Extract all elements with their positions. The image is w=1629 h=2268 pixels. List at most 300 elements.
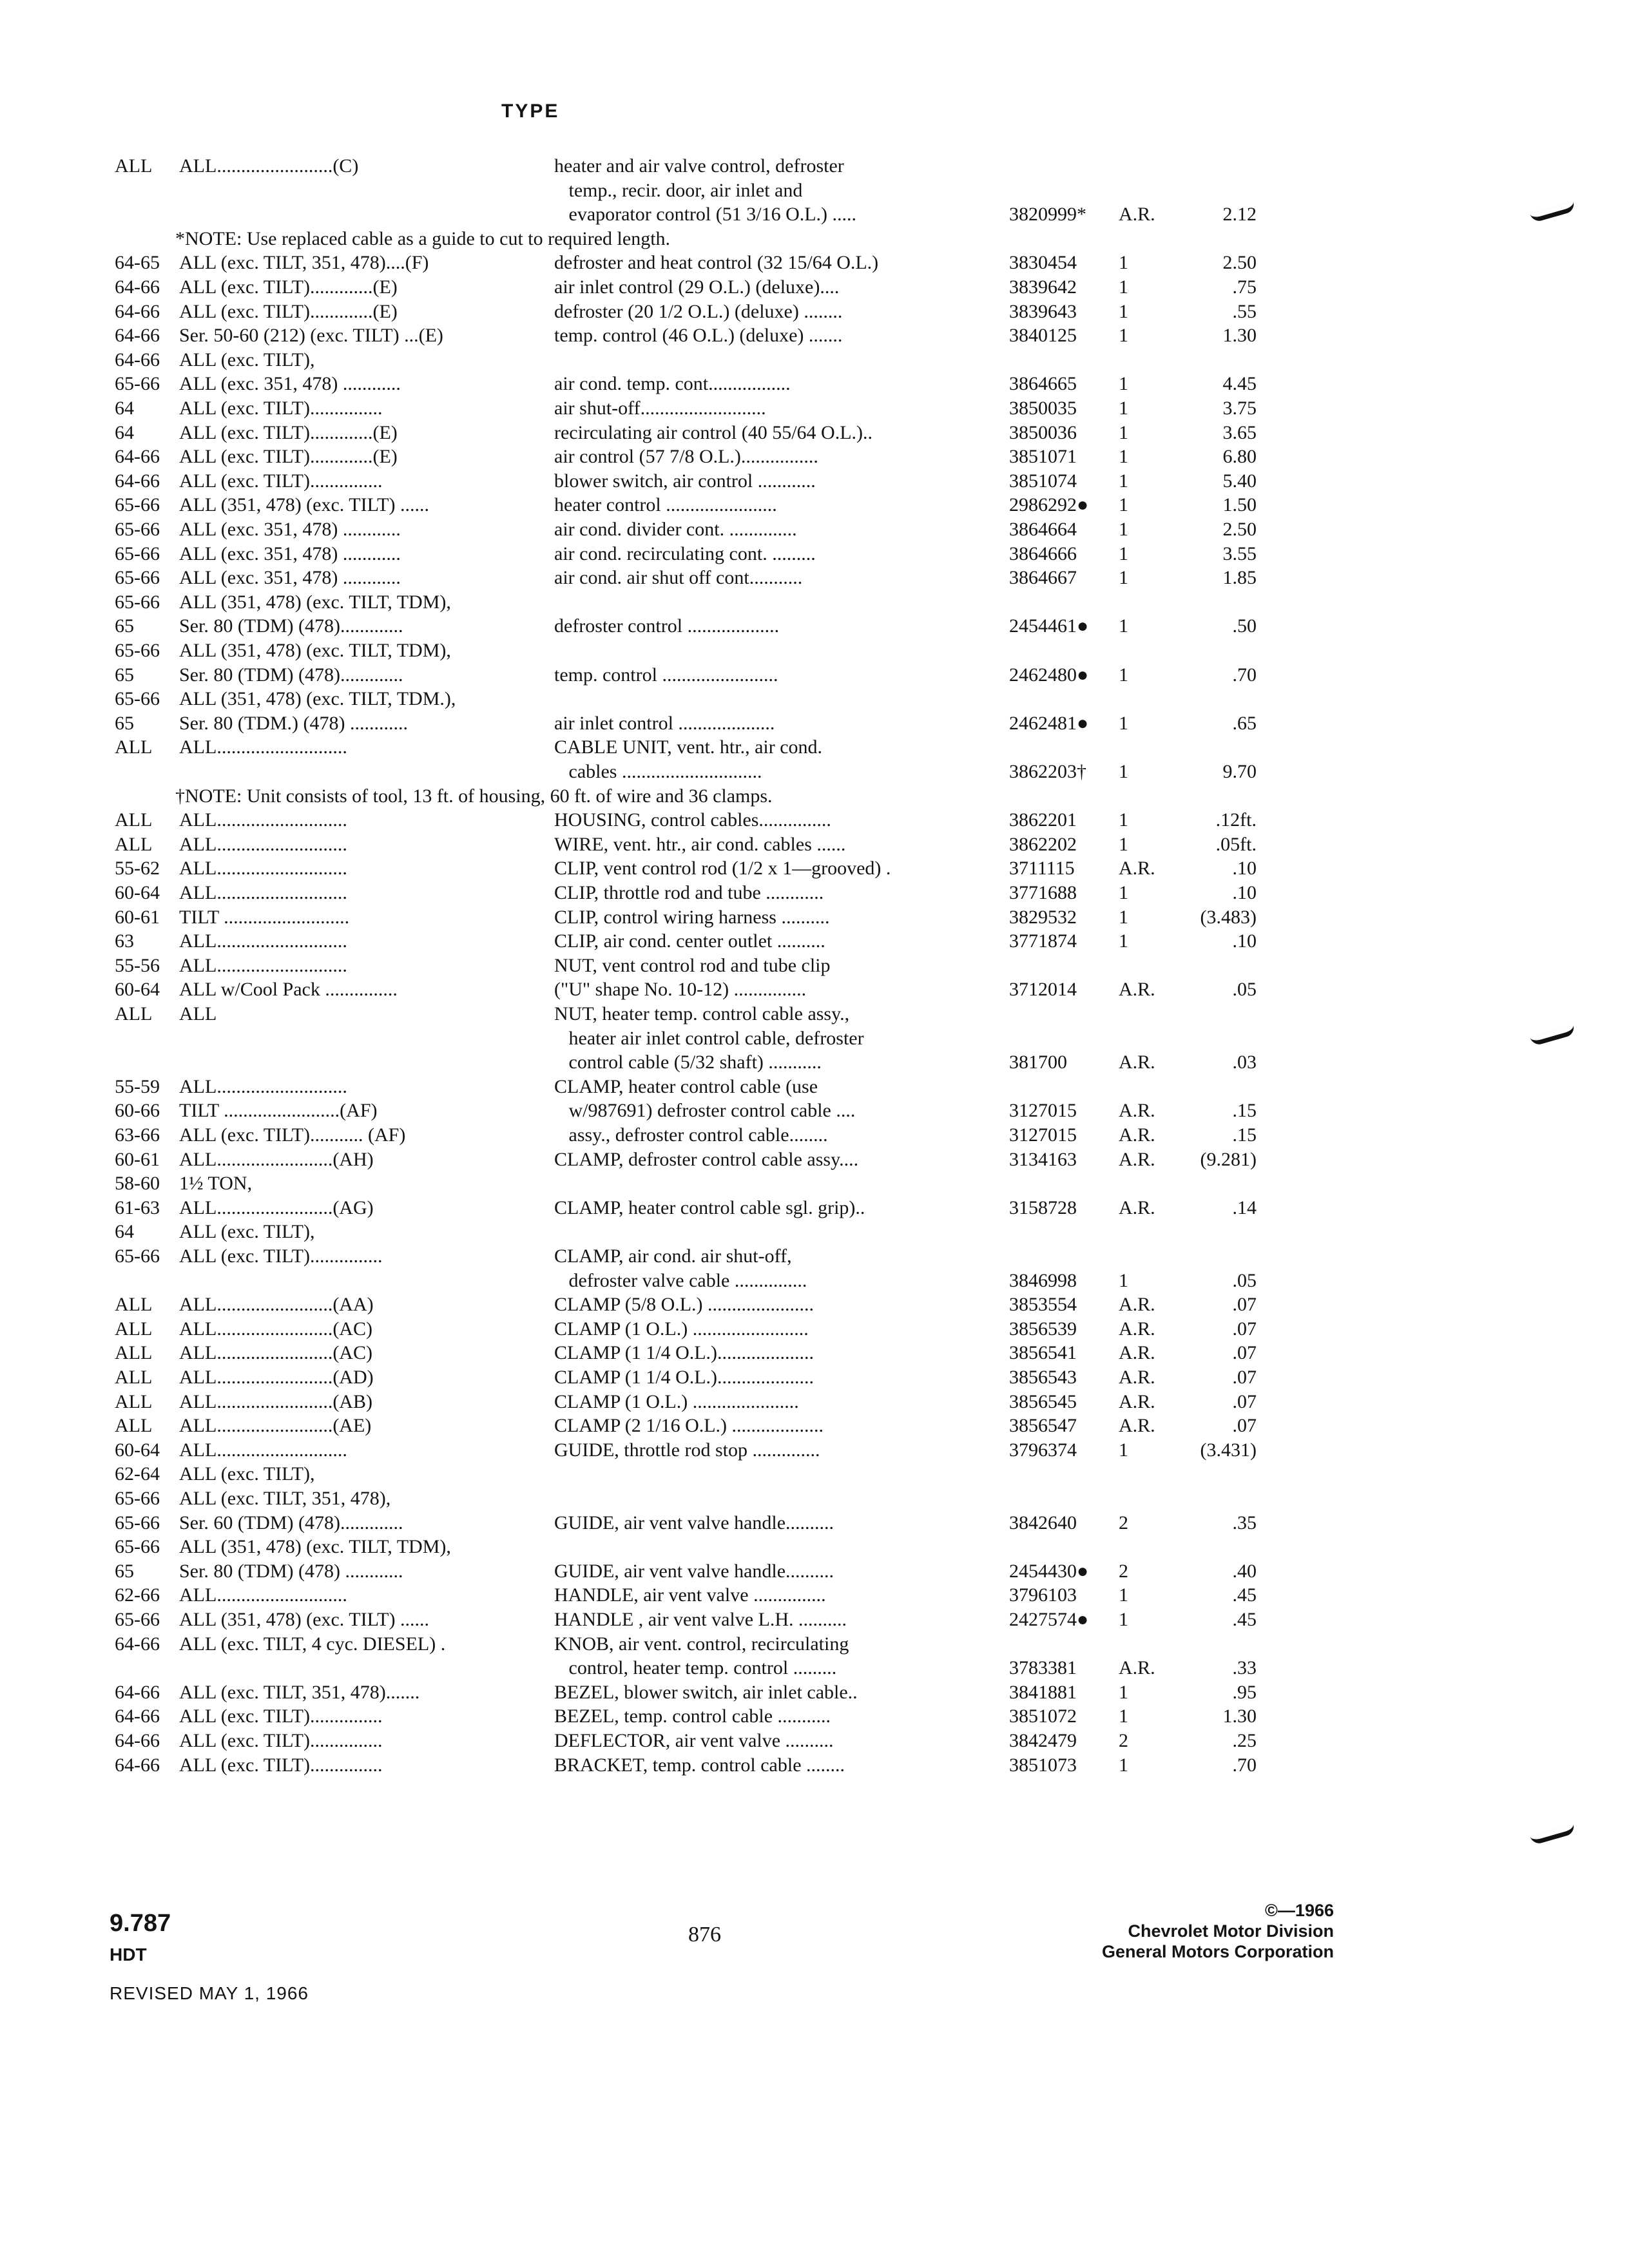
list-price: 1.30 xyxy=(1222,325,1257,346)
series-type: ALL (exc. 351, 478) ............ xyxy=(179,543,401,564)
series-type: ALL........................(AA) xyxy=(179,1294,374,1315)
part-description: air control (57 7/8 O.L.)................ xyxy=(554,446,818,467)
part-number: 3842640 xyxy=(1009,1512,1077,1533)
table-row xyxy=(0,543,1629,566)
part-description: CLAMP (1 O.L.) ...................... xyxy=(554,1391,799,1412)
list-price: (3.483) xyxy=(1200,907,1257,928)
part-description: GUIDE, throttle rod stop .............. xyxy=(554,1439,820,1461)
quantity: 1 xyxy=(1119,398,1128,419)
table-row xyxy=(0,1099,1629,1122)
table-row xyxy=(0,1293,1629,1316)
list-price: .75 xyxy=(1232,276,1257,298)
quantity: 1 xyxy=(1119,1584,1128,1606)
part-number: 3796374 xyxy=(1009,1439,1077,1461)
series-type: ALL........................(AB) xyxy=(179,1391,372,1412)
model-year: 65-66 xyxy=(115,1609,160,1630)
list-price: 5.40 xyxy=(1222,470,1257,492)
model-year: 64 xyxy=(115,398,134,419)
series-type: ALL (exc. TILT, 351, 478)....(F) xyxy=(179,252,429,273)
part-number: 2462480● xyxy=(1009,664,1089,686)
list-price: .95 xyxy=(1232,1682,1257,1703)
list-price: .07 xyxy=(1232,1318,1257,1340)
series-type: Ser. 80 (TDM) (478)............. xyxy=(179,615,403,637)
table-row xyxy=(0,445,1629,468)
quantity: 1 xyxy=(1119,1270,1128,1291)
list-price: .25 xyxy=(1232,1730,1257,1751)
model-year: 64-65 xyxy=(115,252,160,273)
list-price: .10 xyxy=(1232,882,1257,903)
part-description: CABLE UNIT, vent. htr., air cond. xyxy=(554,736,823,758)
quantity: A.R. xyxy=(1119,1052,1155,1073)
part-number: 3856545 xyxy=(1009,1391,1077,1412)
series-type: Ser. 50-60 (212) (exc. TILT) ...(E) xyxy=(179,325,443,346)
part-number: 3851074 xyxy=(1009,470,1077,492)
part-number: 3851073 xyxy=(1009,1754,1077,1776)
model-year: 65 xyxy=(115,615,134,637)
table-row xyxy=(0,1439,1629,1462)
list-price: .07 xyxy=(1232,1415,1257,1436)
quantity: 1 xyxy=(1119,519,1128,540)
part-number: 3134163 xyxy=(1009,1149,1077,1170)
table-row xyxy=(0,300,1629,323)
list-price: .70 xyxy=(1232,1754,1257,1776)
part-number: 2427574● xyxy=(1009,1609,1089,1630)
quantity: 1 xyxy=(1119,325,1128,346)
series-type: ALL........................(AG) xyxy=(179,1197,374,1218)
part-number: 3796103 xyxy=(1009,1584,1077,1606)
table-row xyxy=(0,372,1629,396)
part-description: air cond. air shut off cont........... xyxy=(554,567,803,588)
model-year: ALL xyxy=(115,809,153,831)
part-description: DEFLECTOR, air vent valve .......... xyxy=(554,1730,834,1751)
part-number: 3839642 xyxy=(1009,276,1077,298)
part-number: 3771688 xyxy=(1009,882,1077,903)
model-year: 64-66 xyxy=(115,276,160,298)
quantity: A.R. xyxy=(1119,979,1155,1000)
part-number: 3842479 xyxy=(1009,1730,1077,1751)
quantity: 1 xyxy=(1119,1706,1128,1727)
part-number: 3158728 xyxy=(1009,1197,1077,1218)
quantity: 2 xyxy=(1119,1512,1128,1533)
series-type: ALL........................... xyxy=(179,1439,347,1461)
part-description: air inlet control .................... xyxy=(554,713,775,734)
part-description: heater and air valve control, defroster xyxy=(554,155,844,177)
quantity: A.R. xyxy=(1119,1367,1155,1388)
list-price: .35 xyxy=(1232,1512,1257,1533)
part-description: air inlet control (29 O.L.) (deluxe).... xyxy=(554,276,840,298)
table-row xyxy=(0,1318,1629,1341)
model-year: 64 xyxy=(115,422,134,443)
list-price: .10 xyxy=(1232,930,1257,952)
series-type: ALL (exc. 351, 478) ............ xyxy=(179,373,401,394)
table-row xyxy=(0,1027,1629,1050)
list-price: .70 xyxy=(1232,664,1257,686)
model-year: 65-66 xyxy=(115,1512,160,1533)
list-price: 1.85 xyxy=(1222,567,1257,588)
table-row xyxy=(0,1245,1629,1268)
series-type: ALL (351, 478) (exc. TILT, TDM.), xyxy=(179,688,456,709)
table-row xyxy=(0,1148,1629,1171)
list-price: .12ft. xyxy=(1215,809,1257,831)
revision-date: REVISED MAY 1, 1966 xyxy=(110,1983,309,2003)
series-type: ALL (exc. TILT, 4 cyc. DIESEL) . xyxy=(179,1633,446,1655)
table-row xyxy=(0,664,1629,687)
table-row xyxy=(0,809,1629,832)
part-number: 3851071 xyxy=(1009,446,1077,467)
part-description: air cond. divider cont. .............. xyxy=(554,519,797,540)
part-description: CLAMP (2 1/16 O.L.) ................... xyxy=(554,1415,824,1436)
part-description: assy., defroster control cable........ xyxy=(554,1124,828,1146)
quantity: 1 xyxy=(1119,1609,1128,1630)
part-description: cables ............................. xyxy=(554,761,762,782)
series-type: ALL (exc. TILT, 351, 478)....... xyxy=(179,1682,420,1703)
quantity: 1 xyxy=(1119,761,1128,782)
series-type: ALL (exc. TILT)............... xyxy=(179,1706,383,1727)
part-description: BEZEL, blower switch, air inlet cable.. xyxy=(554,1682,858,1703)
part-number: 3840125 xyxy=(1009,325,1077,346)
quantity: 1 xyxy=(1119,834,1128,855)
model-year: 65-66 xyxy=(115,640,160,661)
series-type: ALL (351, 478) (exc. TILT) ...... xyxy=(179,1609,429,1630)
table-row xyxy=(0,1535,1629,1559)
model-year: 64-66 xyxy=(115,446,160,467)
part-number: 3864666 xyxy=(1009,543,1077,564)
quantity: 1 xyxy=(1119,567,1128,588)
series-type: ALL (exc. TILT).............(E) xyxy=(179,446,398,467)
model-year: 65-66 xyxy=(115,543,160,564)
table-row xyxy=(0,1633,1629,1656)
quantity: A.R. xyxy=(1119,204,1155,225)
part-number: 3856541 xyxy=(1009,1342,1077,1363)
part-description: WIRE, vent. htr., air cond. cables ...... xyxy=(554,834,846,855)
part-number: 3862201 xyxy=(1009,809,1077,831)
table-row xyxy=(0,251,1629,274)
table-row xyxy=(0,1681,1629,1704)
list-price: .65 xyxy=(1232,713,1257,734)
part-description: heater control ....................... xyxy=(554,494,777,515)
part-number: 3856543 xyxy=(1009,1367,1077,1388)
part-description: air cond. temp. cont................. xyxy=(554,373,791,394)
quantity: 1 xyxy=(1119,276,1128,298)
part-number: 3711115 xyxy=(1009,858,1075,879)
table-row xyxy=(0,470,1629,493)
part-description: GUIDE, air vent valve handle.......... xyxy=(554,1512,834,1533)
part-number: 3839643 xyxy=(1009,301,1077,322)
quantity: A.R. xyxy=(1119,1415,1155,1436)
quantity: 1 xyxy=(1119,494,1128,515)
part-number: 3862203† xyxy=(1009,761,1086,782)
series-type: Ser. 80 (TDM) (478) ............ xyxy=(179,1561,403,1582)
series-type: ALL (exc. TILT).............(E) xyxy=(179,276,398,298)
series-type: ALL........................... xyxy=(179,882,347,903)
part-description: CLIP, throttle rod and tube ............ xyxy=(554,882,824,903)
list-price: 2.50 xyxy=(1222,252,1257,273)
quantity: 2 xyxy=(1119,1730,1128,1751)
table-row xyxy=(0,857,1629,880)
quantity: 1 xyxy=(1119,470,1128,492)
model-year: 65-66 xyxy=(115,591,160,613)
list-price: .40 xyxy=(1232,1561,1257,1582)
table-row xyxy=(0,1705,1629,1728)
table-row xyxy=(0,494,1629,517)
model-year: 65-66 xyxy=(115,1488,160,1509)
part-description: KNOB, air vent. control, recirculating xyxy=(554,1633,849,1655)
table-row xyxy=(0,324,1629,347)
quantity: 1 xyxy=(1119,713,1128,734)
quantity: 1 xyxy=(1119,373,1128,394)
part-description: CLAMP (1 1/4 O.L.).................... xyxy=(554,1367,815,1388)
list-price: .05 xyxy=(1232,979,1257,1000)
part-description: CLAMP (1 O.L.) ........................ xyxy=(554,1318,809,1340)
quantity: 1 xyxy=(1119,615,1128,637)
table-row xyxy=(0,1584,1629,1607)
model-year: 64-66 xyxy=(115,1633,160,1655)
table-row xyxy=(0,518,1629,541)
model-year: 62-64 xyxy=(115,1463,160,1485)
quantity: 1 xyxy=(1119,446,1128,467)
table-row xyxy=(0,1051,1629,1074)
list-price: 2.50 xyxy=(1222,519,1257,540)
part-description: GUIDE, air vent valve handle.......... xyxy=(554,1561,834,1582)
quantity: A.R. xyxy=(1119,1197,1155,1218)
quantity: 2 xyxy=(1119,1561,1128,1582)
list-price: .07 xyxy=(1232,1367,1257,1388)
part-description: evaporator control (51 3/16 O.L.) ..... xyxy=(554,204,857,225)
list-price: .55 xyxy=(1232,301,1257,322)
part-description: air shut-off.......................... xyxy=(554,398,766,419)
part-description: CLIP, control wiring harness .......... xyxy=(554,907,830,928)
model-year: ALL xyxy=(115,1294,153,1315)
quantity: 1 xyxy=(1119,252,1128,273)
table-row xyxy=(0,1414,1629,1437)
table-row xyxy=(0,833,1629,856)
model-year: ALL xyxy=(115,1415,153,1436)
table-row xyxy=(0,615,1629,638)
table-row xyxy=(0,1560,1629,1583)
series-type: ALL........................(AC) xyxy=(179,1342,372,1363)
table-row xyxy=(0,1366,1629,1389)
list-price: 2.12 xyxy=(1222,204,1257,225)
model-year: 65-66 xyxy=(115,567,160,588)
model-year: 63-66 xyxy=(115,1124,160,1146)
table-row xyxy=(0,712,1629,735)
series-type: ALL........................(C) xyxy=(179,155,359,177)
division-name: Chevrolet Motor Division xyxy=(1128,1921,1334,1941)
model-year: 55-56 xyxy=(115,955,160,976)
part-description: NUT, heater temp. control cable assy., xyxy=(554,1003,850,1024)
model-year: 55-62 xyxy=(115,858,160,879)
table-row xyxy=(0,1729,1629,1753)
part-number: 3864665 xyxy=(1009,373,1077,394)
table-row xyxy=(0,760,1629,783)
list-price: .07 xyxy=(1232,1391,1257,1412)
table-row xyxy=(0,1124,1629,1147)
list-price: .50 xyxy=(1232,615,1257,637)
table-row xyxy=(0,978,1629,1001)
part-description: NUT, vent control rod and tube clip xyxy=(554,955,831,976)
table-row xyxy=(0,421,1629,445)
table-row xyxy=(0,1269,1629,1293)
part-number: 2454430● xyxy=(1009,1561,1089,1582)
series-type: ALL w/Cool Pack ............... xyxy=(179,979,398,1000)
model-year: 65-66 xyxy=(115,494,160,515)
list-price: 3.55 xyxy=(1222,543,1257,564)
table-row xyxy=(0,155,1629,178)
part-number: 3850036 xyxy=(1009,422,1077,443)
part-number: 3850035 xyxy=(1009,398,1077,419)
model-year: 65-66 xyxy=(115,1245,160,1267)
list-price: .15 xyxy=(1232,1100,1257,1121)
model-year: 60-61 xyxy=(115,907,160,928)
model-year: 60-66 xyxy=(115,1100,160,1121)
model-year: 65-66 xyxy=(115,519,160,540)
part-description: CLIP, air cond. center outlet .......... xyxy=(554,930,825,952)
table-row xyxy=(0,1657,1629,1680)
edge-tick-mark xyxy=(1530,1824,1576,1846)
part-description: CLAMP, heater control cable sgl. grip).. xyxy=(554,1197,865,1218)
part-number: 381700 xyxy=(1009,1052,1067,1073)
part-description: w/987691) defroster control cable .... xyxy=(554,1100,856,1121)
list-price: .33 xyxy=(1232,1657,1257,1678)
table-row xyxy=(0,639,1629,662)
model-year: 65 xyxy=(115,1561,134,1582)
list-price: .07 xyxy=(1232,1342,1257,1363)
quantity: 1 xyxy=(1119,664,1128,686)
series-type: ALL (exc. TILT)............... xyxy=(179,1754,383,1776)
list-price: .10 xyxy=(1232,858,1257,879)
series-type: ALL (exc. TILT).............(E) xyxy=(179,301,398,322)
table-row xyxy=(0,736,1629,759)
series-type: 1½ TON, xyxy=(179,1173,253,1194)
copyright-notice: ©—1966 xyxy=(1265,1901,1334,1920)
series-type: TILT ........................(AF) xyxy=(179,1100,378,1121)
model-year: ALL xyxy=(115,834,153,855)
note-text: *NOTE: Use replaced cable as a guide to cut to required length. xyxy=(175,228,671,249)
series-type: ALL (exc. TILT), xyxy=(179,1463,315,1485)
series-type: ALL (exc. TILT)............... xyxy=(179,470,383,492)
model-year: ALL xyxy=(115,1342,153,1363)
table-row xyxy=(0,1463,1629,1486)
table-row xyxy=(0,1341,1629,1365)
model-year: 64-66 xyxy=(115,349,160,370)
model-year: ALL xyxy=(115,1003,153,1024)
series-type: ALL (351, 478) (exc. TILT) ...... xyxy=(179,494,429,515)
quantity: A.R. xyxy=(1119,1657,1155,1678)
part-description: air cond. recirculating cont. ......... xyxy=(554,543,816,564)
list-price: .15 xyxy=(1232,1124,1257,1146)
part-description: CLAMP (5/8 O.L.) ...................... xyxy=(554,1294,815,1315)
part-number: 2454461● xyxy=(1009,615,1089,637)
table-row xyxy=(0,179,1629,202)
model-year: 65-66 xyxy=(115,1536,160,1557)
part-description: recirculating air control (40 55/64 O.L.).. xyxy=(554,422,873,443)
model-year: 64-66 xyxy=(115,470,160,492)
list-price: .05ft. xyxy=(1215,834,1257,855)
part-description: control, heater temp. control ......... xyxy=(554,1657,837,1678)
series-type: ALL (exc. TILT).............(E) xyxy=(179,422,398,443)
page-number: 876 xyxy=(688,1923,721,1946)
series-type: ALL........................... xyxy=(179,1584,347,1606)
part-number: 3127015 xyxy=(1009,1124,1077,1146)
quantity: 1 xyxy=(1119,543,1128,564)
table-row xyxy=(0,906,1629,929)
list-price: 1.50 xyxy=(1222,494,1257,515)
part-description: HANDLE, air vent valve ............... xyxy=(554,1584,826,1606)
table-row xyxy=(0,687,1629,711)
part-number: 3851072 xyxy=(1009,1706,1077,1727)
list-price: .14 xyxy=(1232,1197,1257,1218)
type-column-heading: TYPE xyxy=(501,101,560,122)
series-type: ALL........................... xyxy=(179,809,347,831)
quantity: 1 xyxy=(1119,301,1128,322)
part-description: temp. control ........................ xyxy=(554,664,778,686)
part-number: 3864667 xyxy=(1009,567,1077,588)
quantity: A.R. xyxy=(1119,1318,1155,1340)
part-number: 3864664 xyxy=(1009,519,1077,540)
list-price: 3.65 xyxy=(1222,422,1257,443)
model-year: 65-66 xyxy=(115,373,160,394)
quantity: 1 xyxy=(1119,809,1128,831)
table-row xyxy=(0,1754,1629,1777)
list-price: .03 xyxy=(1232,1052,1257,1073)
model-year: 64-66 xyxy=(115,1730,160,1751)
part-number: 3829532 xyxy=(1009,907,1077,928)
part-number: 2462481● xyxy=(1009,713,1089,734)
model-year: ALL xyxy=(115,155,153,177)
series-type: ALL........................... xyxy=(179,736,347,758)
series-type: ALL (exc. TILT)............... xyxy=(179,1730,383,1751)
model-year: 60-64 xyxy=(115,979,160,1000)
series-type: Ser. 80 (TDM) (478)............. xyxy=(179,664,403,686)
list-price: 3.75 xyxy=(1222,398,1257,419)
series-type: ALL........................... xyxy=(179,955,347,976)
series-type: ALL (exc. 351, 478) ............ xyxy=(179,567,401,588)
part-number: 3712014 xyxy=(1009,979,1077,1000)
part-number: 3853554 xyxy=(1009,1294,1077,1315)
series-type: ALL........................... xyxy=(179,834,347,855)
list-price: (3.431) xyxy=(1200,1439,1257,1461)
model-year: 65 xyxy=(115,664,134,686)
part-description: HANDLE , air vent valve L.H. .......... xyxy=(554,1609,847,1630)
part-description: defroster (20 1/2 O.L.) (deluxe) ........ xyxy=(554,301,843,322)
series-type: ALL........................(AE) xyxy=(179,1415,372,1436)
series-type: ALL (351, 478) (exc. TILT, TDM), xyxy=(179,1536,451,1557)
series-type: ALL (exc. 351, 478) ............ xyxy=(179,519,401,540)
series-type: ALL........................... xyxy=(179,1076,347,1097)
quantity: A.R. xyxy=(1119,1100,1155,1121)
list-price: .05 xyxy=(1232,1270,1257,1291)
part-number: 3127015 xyxy=(1009,1100,1077,1121)
section-code: HDT xyxy=(110,1945,147,1965)
model-year: 64-66 xyxy=(115,325,160,346)
table-row xyxy=(0,1196,1629,1220)
table-row xyxy=(0,1003,1629,1026)
list-price: (9.281) xyxy=(1200,1149,1257,1170)
note-text: †NOTE: Unit consists of tool, 13 ft. of housing, 60 ft. of wire and 36 clamps. xyxy=(175,785,773,807)
series-type: Ser. 80 (TDM.) (478) ............ xyxy=(179,713,408,734)
table-row xyxy=(0,591,1629,614)
model-year: 55-59 xyxy=(115,1076,160,1097)
quantity: 1 xyxy=(1119,422,1128,443)
part-description: defroster control ................... xyxy=(554,615,780,637)
list-price: .45 xyxy=(1232,1584,1257,1606)
model-year: 60-61 xyxy=(115,1149,160,1170)
table-row xyxy=(0,954,1629,977)
quantity: A.R. xyxy=(1119,1391,1155,1412)
series-type: ALL (exc. TILT, 351, 478), xyxy=(179,1488,391,1509)
quantity: A.R. xyxy=(1119,1342,1155,1363)
series-type: ALL (exc. TILT)........... (AF) xyxy=(179,1124,406,1146)
